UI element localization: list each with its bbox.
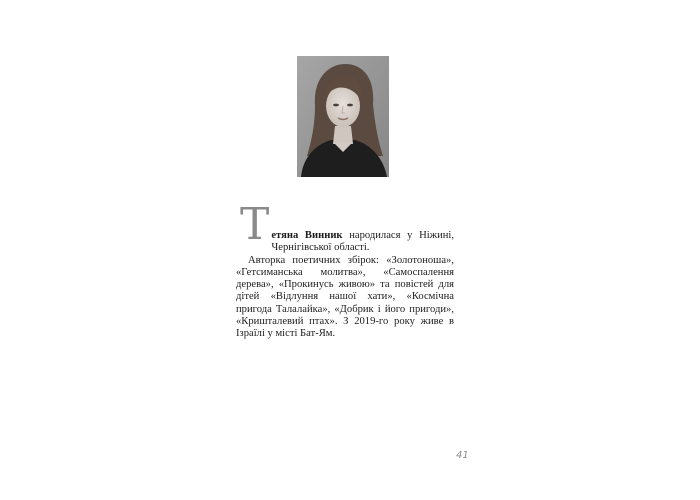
portrait-photo-icon <box>297 56 389 177</box>
page-number: 41 <box>456 450 469 461</box>
author-name: етяна Винник <box>271 230 343 241</box>
drop-cap: Т <box>240 199 270 250</box>
author-bio <box>236 199 454 341</box>
author-portrait <box>297 56 389 177</box>
birthplace-text: народилася у Ніжині, Чернігівської області. <box>271 230 454 254</box>
bio-works-paragraph: Авторка поетичних збірок: «Золотоноша», «Гетсиманська молитва», «Самоспалення дерева», «Прокинусь живою» та повістей для дітей «Відлуння нашої хати», «Космічна пригода Талалайка», «Добрик і його пригоди», «Кришталевий птах». З 2019-го року живе в Ізраїлі у місті Бат-Ям. <box>236 254 454 340</box>
